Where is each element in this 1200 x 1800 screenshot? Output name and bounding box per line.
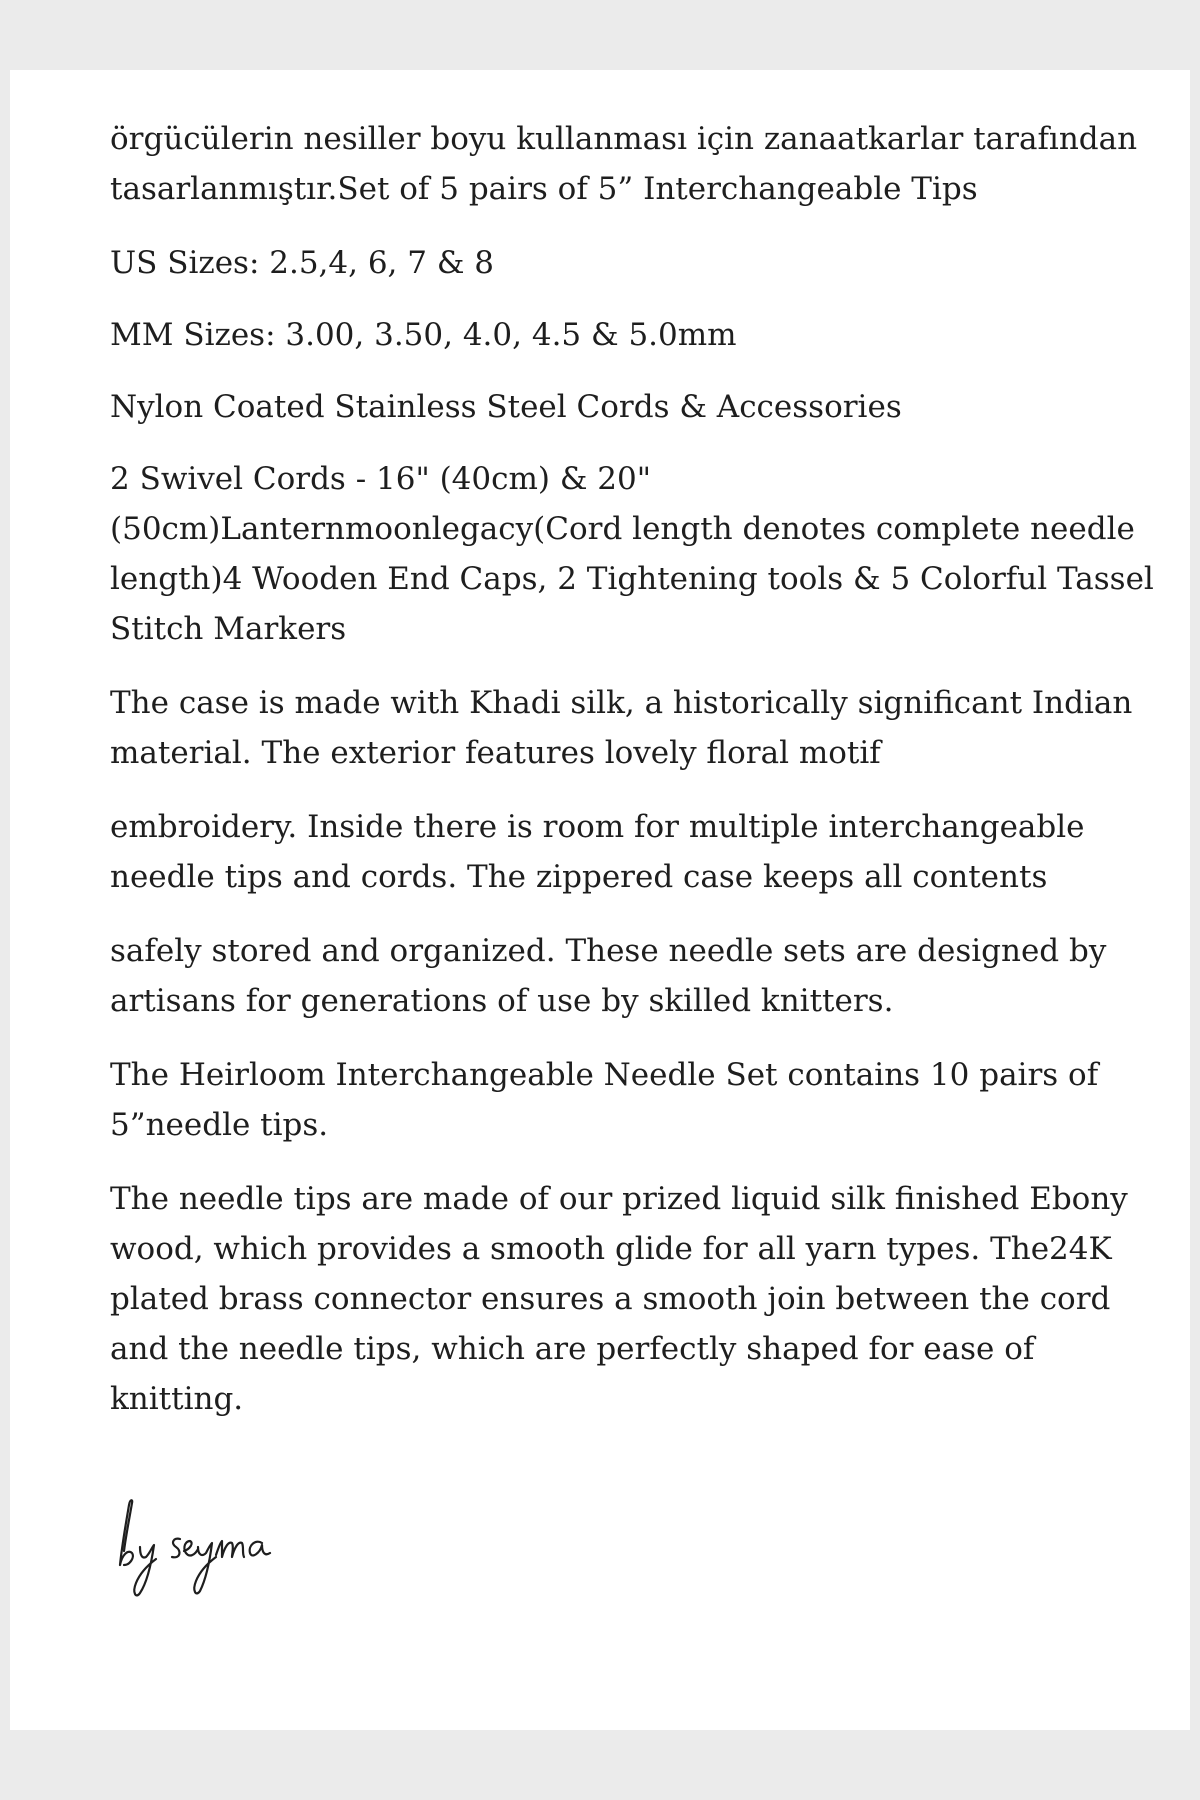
signature-by-seyma	[110, 1495, 310, 1605]
paragraph-us-sizes: US Sizes: 2.5,4, 6, 7 & 8	[110, 245, 495, 281]
paragraph-mm-sizes: MM Sizes: 3.00, 3.50, 4.0, 4.5 & 5.0mm	[110, 317, 737, 353]
paragraph-needle-tips: The needle tips are made of our prized liquid silk finished Ebony wood, which provides a smooth glide for all yarn types. The24K plated brass connector ensures a smooth join between the cord and the needle tips, which are perfectly shaped for ease of knitting.	[110, 1181, 1128, 1417]
paragraph-case-material: The case is made with Khadi silk, a historically significant Indian material. The exterior features lovely floral motif	[110, 685, 1133, 771]
paragraph-storage: safely stored and organized. These needle sets are designed by artisans for generations of use by skilled knitters.	[110, 933, 1107, 1019]
paragraph-embroidery: embroidery. Inside there is room for multiple interchangeable needle tips and cords. The zippered case keeps all contents	[110, 809, 1085, 895]
paragraph-swivel-cords: 2 Swivel Cords - 16" (40cm) & 20" (50cm)Lanternmoonlegacy(Cord length denotes complete needle length)4 Wooden End Caps, 2 Tightening tools & 5 Colorful Tassel Stitch Markers	[110, 461, 1154, 647]
paragraph-needle-set: The Heirloom Interchangeable Needle Set contains 10 pairs of 5”needle tips.	[110, 1057, 1099, 1143]
paragraph-intro: örgücülerin nesiller boyu kullanması için zanaatkarlar tarafından tasarlanmıştır.Set of 5 pairs of 5” Interchangeable Tips	[110, 121, 1138, 207]
document-page	[10, 70, 1190, 1730]
paragraph-cords-accessories: Nylon Coated Stainless Steel Cords & Accessories	[110, 389, 902, 425]
